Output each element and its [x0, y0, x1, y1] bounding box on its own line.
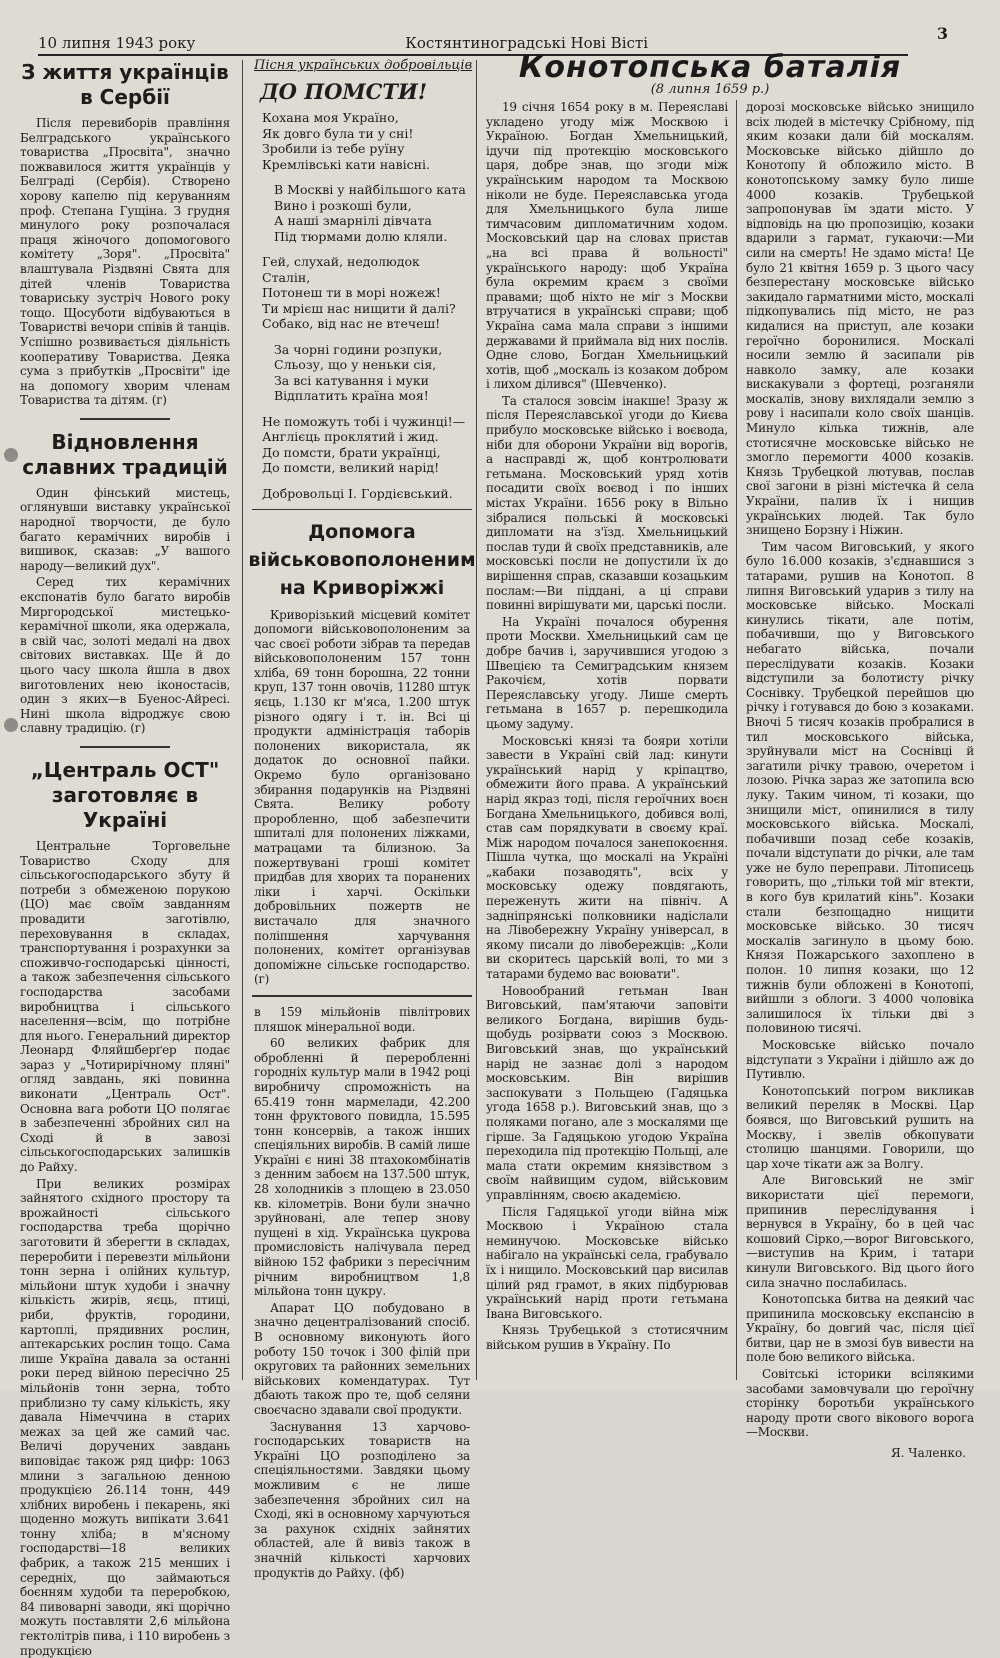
- issue-date: 10 липня 1943 року: [38, 34, 196, 52]
- article-paragraph: Совітські історики всілякими засобами замовчували цю героїчну сторінку боротьби українського народу проти свого вікового ворога—Москви.: [746, 1367, 974, 1440]
- song-author: Добровольці І. Гордієвський.: [262, 485, 453, 501]
- column-4: [740, 100, 980, 1461]
- verse: Зробили із тебе руїну: [262, 141, 405, 156]
- article-paragraph: Московське військо почало відступати з України і дійшло аж до Путивлю.: [746, 1038, 974, 1082]
- verse: Відплатить країна моя!: [274, 388, 429, 403]
- column-rule-1: [242, 60, 243, 1380]
- article-paragraph: Після перевиборів правління Белградського українського товариства „Просвіта", значно пожвавилося життя українців у Белграді (Сербія). Створено хорову капелю під керуванням проф. Степана Гущіна. З грудня минулого року розпочалася праця жіночого допомогового комітету „Зоря". „Просвіта" влаштувала Різдвяні Свята для дітей членів Товариства товариську зустріч Нового року тощо. Щосуботи відбуваються в Товаристві вечори співів й танців. Успішно розвивається діяльність кооперативу Товариства. Деяка сума з прибутків „Просвіти" іде на допомогу хворим членам Товариства та дітям. (г): [20, 116, 230, 408]
- article-paragraph: Новообраний гетьман Іван Виговський, пам'ятаючи заповіти великого Богдана, вирішив будь-щобудь розірвати союз з Москвою. Виговський знав, що український нарід не зазнає долі з народом московським. Він вирішив заспокувати з Польщею (Гадяцька угода 1658 р.). Виговський знав, що з поляками погано, але з москалями ще гірше. За Гадяцькою угодою Україна переходила під протекцію Польщі, але мала стати окремим князівством з своїм найвищим судом, військовим управлінням, своєю академією.: [486, 983, 728, 1202]
- article-paragraph: Тим часом Виговський, у якого було 16.000 козаків, з'єднавшися з татарами, рушив на Конотоп. 8 липня Виговський ударив з тилу на московське військо. Москалі кинулись тікати, але потім, побачивши, що у Виговського небагато війська, почали переслідувати козаків. Козаки відступили за болотисту річку Соснівку. Трубецкой перейшов цю річку і готувався до бою з козаками. Вночі 5 тисяч козаків пробралися в тил московського війська, зруйнували міст на Соснівці й загатили річку травою, очеретом і лозою. Річка зараз же затопила всю луку. Таким чином, ті козаки, що знищили міст, опинилися в тилу московського війська. Москалі, побачивши позад себе козаків, почали відступати до річки, але там уже не було переправи. Літописець говорить, що „тільки той міг втекти, в кого був крилатий кінь". Козаки стали безпощадно нищити московське військо. 30 тисяч москалів загинуло в цьому бою. Князя Пожарського захоплено в полон. 10 липня козаки, що 12 тижнів були обложені в Конотопі, вийшли з облоги. З 4000 чоловіка залишилося їх тільки дві з половиною тисячі.: [746, 539, 974, 1036]
- column-rule-2: [476, 60, 477, 1380]
- article-paragraph: Один фінський мистець, оглянувши виставку української народної творчости, де було багато керамічних виробів і вишивок, сказав: „У вашого народу—великий дух".: [20, 485, 230, 573]
- battle-subtitle: (8 липня 1659 р.): [650, 82, 770, 97]
- verse: Собако, від нас не втечеш!: [262, 316, 441, 331]
- article-paragraph: Криворізький місцевий комітет допомоги військовополоненим за час своєї роботи зібрав та передав військовополоненим 157 тонн хліба, 69 тонн борошна, 22 тонни круп, 137 тонн овочів, 11280 штук яєць, 1.130 кг м'яса, 1.200 штук різного одягу і т. ін. Всі ці продукти адміністрація таборів полонених використала, як додаток до основної пайки. Окремо було організовано збирання подарунків на Різдвяні Свята. Велику роботу проробленно, щоб забезпечити шпиталі для полонених ліжками, матрацами та білизною. За пожертвувані гроші комітет придбав для хворих та поранених ліки і харчі. Оскільки добровільних пожертв не вистачало для значного поліпшення харчування полонених, комітет організував допоміжне сільське господарство. (г): [254, 607, 470, 987]
- article-paragraph: При великих розмірах зайнятого східного простору та врожайності сільського господарства треба щорічно заготовити й зберегти в складах, переробити і перевезти мільйони тонн зерна і олійних культур, мільйони штук худоби і значну кількість жирів, яєць, птиці, риби, фруктів, городини, картоплі, прядивних рослин, аптекарських рослин тощо. Сама лише Україна давала за останні роки перед війною пересічно 25 мільйонів тонн зерна, тобто приблизно ту саму кількість, яку давала Німеччина в старих межах за цей же самий час. Величі доручених завдань виповідає також ряд цифр: 1063 млини з загальною денною продукцією 26.114 тонн, 449 хлібних виробень і пекарень, які щоденно можуть випікати 3.641 тонну хліба; в м'ясному господарстві—18 великих фабрик, а також 215 менших і середніх, що займаються боєнням худоби та переробкою, 84 пивоварні заводи, які щорічно можуть поставляти 2,6 мільйона гектолітрів пива, і 110 виробень з продукцією: [20, 1176, 230, 1658]
- song-kicker: Пісня українських добровільців: [254, 58, 473, 73]
- article-paragraph: На Україні почалося обурення проти Москви. Хмельницький сам це добре бачив і, заручившися угодою з Швецією та Семиградським князем Ракочієм, хотів порвати Переяславську угоду. Лише смерть гетьмана в 1657 р. перешкодила цьому задуму.: [486, 614, 728, 731]
- poem-stanza: [274, 342, 470, 404]
- article-title: Допомога військовополоненим на Криворіжжі: [248, 520, 476, 599]
- separator: [252, 995, 472, 997]
- article-title: З життя українців в Сербії: [21, 60, 229, 109]
- verse: За всі катування і муки: [274, 372, 429, 388]
- separator: [252, 509, 472, 510]
- separator: [80, 746, 170, 748]
- verse: За чорні години розпуки,: [274, 341, 443, 357]
- verse: Англієць проклятий і жид.: [262, 429, 439, 444]
- column-1: [14, 56, 236, 1658]
- article-traditions: [14, 430, 236, 736]
- article-central-ost: [14, 758, 236, 1658]
- article-paragraph: Московські князі та бояри хотіли завести в Україні свій лад: кинути український нарід у кріпацтво, обмежити його права. А український нарід якраз тоді, після героїчних воєн Богдана Хмельницького, добився волі, став сам порядкувати в своєму краї. Між народом почалося занепокоєння. Пішла чутка, що москалі на Україні „кабаки позаводять", всіх у московську одежу повдягають, переженуть жити на північ. А задніпрянські полковники надіслали на Лівобережну Україну універсал, в якому писали до лівобережців: „Коли ви скоритесь царській волі, то ми з татарами будемо вас воювати".: [486, 733, 728, 982]
- verse: Вино і розкоші були,: [274, 197, 412, 213]
- article-paragraph: Князь Трубецькой з стотисячним військом рушив в Україну. По: [486, 1323, 728, 1352]
- column-3: [480, 100, 734, 1370]
- article-paragraph: Заснування 13 харчово-господарських товариств на Україні ЦО розподілено за спеціяльностями. Завдяки цьому можливим є не лише забезпечення збройних сил на Сході, які в основному харчуються за рахунок східніх зайнятих областей, але й вивіз також в значній кількості харчових продуктів до Райху. (фб): [254, 1419, 470, 1580]
- verse: А наші змарнілі дівчата: [274, 213, 432, 228]
- article-paragraph: Але Виговський не зміг використати цієї перемоги, припинив переслідування і вернувся в Україну, бо в цей час кошовий Сірко,—ворог Виговського,—виступив на Крим, і татари кинули Виговського. Від цього його сила значно послабилась.: [746, 1173, 974, 1290]
- poem: [262, 110, 470, 476]
- article-paragraph: Серед тих керамічних експонатів було багато виробів Миргородської мистецько-керамічної школи, яка одержала, в свій час, золоті медалі на двох світових виставках. Ще й до цього часу школа йшла в двох виготовлених нею іконостасів, один з яких—в Буенос-Айресі. Нині школа відроджує свою славну традицію. (г): [20, 575, 230, 736]
- poem-stanza: [262, 110, 470, 172]
- separator: [80, 418, 170, 420]
- battle-title: Конотопська баталія: [518, 50, 902, 85]
- article-paragraph: Апарат ЦО побудовано в значно децентралізований спосіб. В основному виконують його роботу 150 точок і 300 філій при округових та районних земельних військових комендатурах. Тут дбають також про те, щоб селяни своєчасно здавали свої продукти.: [254, 1300, 470, 1417]
- article-title: Відновлення славних традицій: [22, 429, 228, 479]
- page-number: 3: [936, 24, 948, 43]
- verse: Не поможуть тобі і чужинці!—: [262, 413, 466, 429]
- verse: В Москві у найбільшого ката: [274, 182, 466, 197]
- article-title: „Централь ОСТ" заготовляє в Україні: [30, 757, 220, 832]
- article-paragraph: Центральне Торговельне Товариство Сходу для сільськогосподарського збуту й потреби з обмеженою порукою (ЦО) має своїм завданням провадити заготівлю, переховування в складах, транспортування і розрахунки за споживчо-господарські цінності, а також забезпечення сільського господарства засобами виробництва і сільського населення—всім, що потрібне для нього. Генеральний директор Леонард Фляйшберґер подає зараз у „Чотирирічному пляні" огляд завдань, які повинна виконати „Централь Ост". Основна вага роботи ЦО полягає в забезпеченні збройних сил на Сході й в завозі сільськогосподарських залишків до Райху.: [20, 838, 230, 1175]
- article-serbia: [14, 60, 236, 408]
- article-central-ost-continued: [248, 1005, 476, 1580]
- poem-stanza: [274, 182, 470, 244]
- article-paragraph: Та сталося зовсім інакше! Зразу ж після Переяславської угоди до Києва прибуло московське військо і воєвода, ніби для оборони України від ворогів, а насправді ж, щоб контролювати гетьмана. Московський уряд хотів посадити своїх воєвод і по інших містах України. 1656 року в Вільно зібралися польські й московські дипломати на з'їзд. Хмельницький послав туди й своїх представників, але московські посли не допустили їх до вирішення справ, сказавши козацьким послам:—Ви піддані, а ці справи повинні вирішувати ми, царські посли.: [486, 393, 728, 613]
- article-paragraph: Конотопський погром викликав великий переляк в Москві. Цар боявся, що Виговський рушить на Москву, і звелів обкопувати столицю шанцями. Говорили, що цар хоче тікати аж за Волгу.: [746, 1083, 974, 1171]
- verse: Як довго була ти у сні!: [262, 125, 414, 141]
- battle-author: Я. Чаленко.: [890, 1446, 966, 1461]
- article-paragraph: Після Гадяцької угоди війна між Москвою і Україною стала неминучою. Московське військо набігало на українські села, грабувало їх і нищило. Московський цар висилав цілий ряд грамот, в яких підбурював український нарід проти гетьмана Івана Виговського.: [486, 1204, 728, 1321]
- verse: Ти мрієш нас нищити й далі?: [262, 300, 456, 316]
- article-paragraph: 60 великих фабрик для обробленні й переробленні городніх культур мали в 1942 році виробничу спроможність на 65.419 тонн мармелади, 42.200 тонн фруктового повидла, 15.595 тонн консервів, а також інших спеціяльних виробів. В самій лише Україні є нині 38 птахокомбінатів з денним забоєм на 137.500 штук, 28 холодників з площею в 23.050 кв. кілометрів. Вони були значно зруйновані, але тепер знову пущені в хід. Українська цукрова промисловість налічувала перед війною 152 фабрики з пересічним річним виробництвом 1,8 мільйона тонн цукру.: [254, 1036, 470, 1299]
- verse: Сльозу, що у неньки сія,: [274, 357, 437, 372]
- article-paragraph: дорозі московське військо знищило всіх людей в містечку Срібному, під яким козаки дали бій москалям. Московське військо дійшло до Конотопу й обложило місто. В конотопському замку було лише 4000 козаків. Трубецькой запропонував їм здати місто. У відповідь на цю пропозицію, козаки вдарили з гармат, гукаючи:—Ми сили на смерть! Не здамо міста! Це було 21 квітня 1659 р. З цього часу безперестану московське військо закидало гарматними місто, москалі підкопувались під місто, не раз кидалися на приступ, але козаки героїчно боронилися. Москалі носили землю й засипали рів навколо замку, але козаки вискакували з фортеці, розганяли москалів, знову вихлядали землю з рову і насипали коло своїх шанців. Минуло кілька тижнів, але стотисячне московське військо не змогло перемогти 4000 козаків. Князь Трубецкой лютував, послав свої загони в різні містечка й села України, палив їх і нищив українських людей. Так було знищено Борзну і Ніжин.: [746, 100, 974, 538]
- column-rule-3: [736, 100, 737, 1380]
- newspaper-name: Костянтиноградські Нові Вісті: [405, 34, 648, 52]
- verse: До помсти, великий нарід!: [262, 460, 440, 475]
- article-pow-aid: [248, 518, 476, 987]
- article-paragraph: 19 січня 1654 року в м. Переяславі укладено угоду між Москвою і Україною. Богдан Хмельницький, ідучи під протекцію московського царя, добре знав, що згоди між українським народом та Москвою ніколи не буде. Переяславська угода для Хмельницького була лише тимчасовим дипломатичним ходом. Московський цар на словах пристав „на всі права й вольності" українського народу: щоб Україна була окремим краєм з своїми правами; щоб ніхто не міг з Москви втручатися в українські справи; щоб Україна сама мала справи з іншими державами й приймала від них послів. Одне слово, Богдан Хмельницький хотів, щоб „москаль із козаком добром і лихом ділився" (Шевченко).: [486, 100, 728, 392]
- column-2: [248, 56, 476, 1580]
- verse: До помсти, брати українці,: [262, 444, 441, 460]
- article-paragraph: в 159 мільйонів півлітрових пляшок мінеральної води.: [254, 1004, 470, 1034]
- article-paragraph: Конотопська битва на деякий час припинила московську експансію в Україну, бо довгий час, після цієї битви, цар не в змозі був вивести на поле бою великого війська.: [746, 1292, 974, 1365]
- verse: Потонеш ти в морі ножеж!: [262, 285, 441, 300]
- verse: Гей, слухай, недолюдок Сталін,: [262, 254, 420, 285]
- song-title: ДО ПОМСТИ!: [260, 79, 428, 104]
- poem-stanza: [262, 254, 470, 332]
- verse: Під тюрмами долю кляли.: [274, 228, 448, 244]
- verse: Кремлівські кати навісні.: [262, 156, 430, 172]
- article-song: [248, 58, 476, 501]
- verse: Кохана моя Україно,: [262, 110, 399, 125]
- poem-stanza: [262, 414, 470, 476]
